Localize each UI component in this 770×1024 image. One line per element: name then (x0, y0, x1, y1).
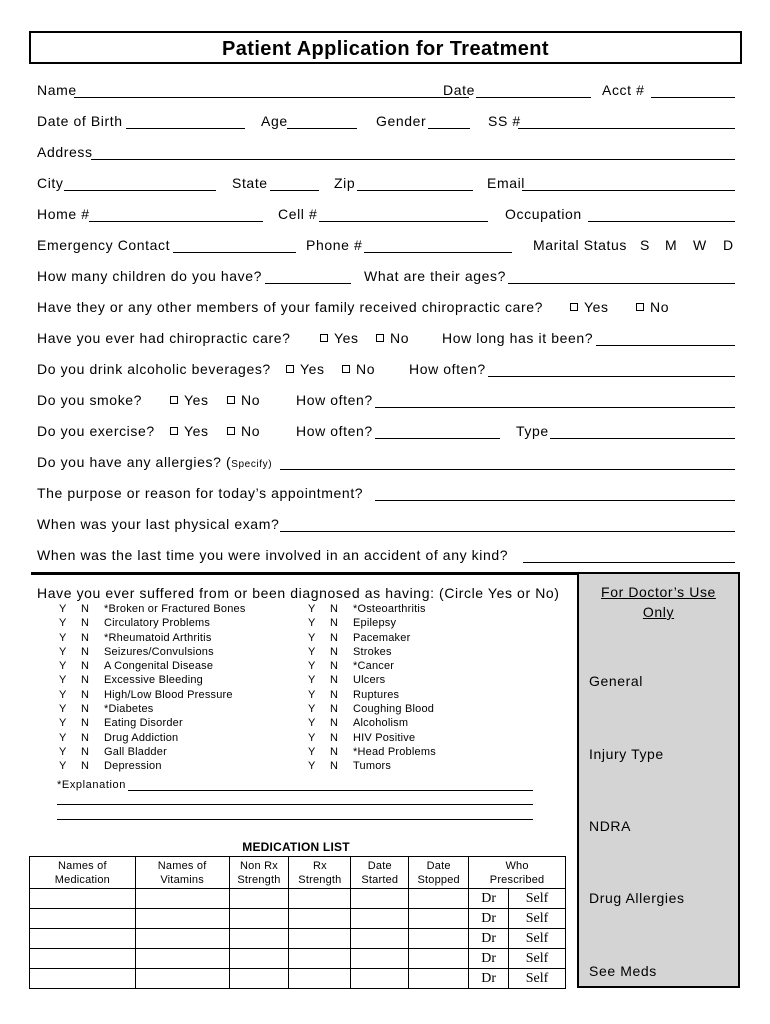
diagnosis-label: Tumors (353, 760, 392, 773)
explanation-line-1[interactable] (128, 790, 533, 791)
explanation-label: *Explanation (57, 779, 126, 791)
no-label: No (356, 361, 376, 377)
diagnosis-item (308, 688, 548, 702)
medication-cell[interactable] (409, 929, 469, 949)
yes-option[interactable]: Y (59, 617, 67, 630)
exercise-how-often-field[interactable] (375, 438, 500, 439)
purpose-field[interactable] (375, 500, 735, 501)
no-option[interactable]: N (330, 760, 339, 773)
exercise-type-field[interactable] (550, 438, 735, 439)
smoke-no[interactable] (227, 391, 260, 409)
allergies-question: Do you have any allergies? (Specify) (37, 454, 273, 470)
occupation-label: Occupation (505, 206, 582, 222)
physical-field[interactable] (280, 531, 735, 532)
diagnosis-label: Excessive Bleeding (104, 674, 203, 687)
yes-option[interactable]: Y (59, 674, 67, 687)
col-rx-strength: Rx Strength (289, 857, 351, 889)
acct-label: Acct # (602, 82, 645, 98)
row-dob (37, 112, 735, 132)
doctor-use-panel (577, 572, 740, 988)
medication-cell[interactable] (30, 909, 136, 929)
checkbox-icon[interactable] (376, 334, 384, 342)
how-long-field[interactable] (596, 345, 735, 346)
diagnosis-item (308, 616, 548, 630)
doctor-item-see-meds: See Meds (589, 963, 657, 979)
col-vitamins: Names of Vitamins (135, 857, 229, 889)
explanation-line-3[interactable] (57, 819, 533, 820)
prescribed-self-option[interactable]: Self (509, 929, 566, 949)
section-divider (31, 572, 578, 575)
row-address (37, 143, 735, 163)
diagnosis-label: Eating Disorder (104, 717, 183, 730)
diagnosis-label: Alcoholism (353, 717, 409, 730)
col-who-prescribed: Who Prescribed (469, 857, 566, 889)
yes-option[interactable]: Y (59, 731, 67, 744)
exercise-how-often: How often? (296, 423, 373, 439)
no-option[interactable]: N (81, 617, 90, 630)
occupation-field[interactable] (588, 221, 735, 222)
diagnosis-item (308, 602, 548, 616)
no-option[interactable]: N (330, 645, 339, 658)
diagnosis-label: Drug Addiction (104, 731, 179, 744)
no-option[interactable]: N (330, 660, 339, 673)
no-label: No (390, 330, 410, 346)
explanation-line-2[interactable] (57, 804, 533, 805)
no-option[interactable]: N (81, 660, 90, 673)
medication-cell[interactable] (289, 929, 351, 949)
row-exercise (37, 422, 735, 442)
yes-option[interactable]: Y (308, 688, 316, 701)
yes-option[interactable]: Y (308, 660, 316, 673)
row-name (37, 81, 735, 101)
exercise-yes[interactable] (170, 422, 209, 440)
diagnosis-label: Gall Bladder (104, 745, 167, 758)
diagnosis-label: Ruptures (353, 688, 400, 701)
diagnosis-item (308, 673, 548, 687)
family-chiro-question: Have they or any other members of your family received chiropractic care? (37, 299, 543, 315)
yes-option[interactable]: Y (308, 703, 316, 716)
yes-label: Yes (334, 330, 359, 346)
checkbox-icon[interactable] (170, 427, 178, 435)
no-option[interactable]: N (330, 688, 339, 701)
exercise-no[interactable] (227, 422, 260, 440)
diagnosis-item (308, 759, 548, 773)
alcohol-how-often-field[interactable] (488, 376, 735, 377)
medication-cell[interactable] (409, 969, 469, 989)
diagnosis-label: Strokes (353, 645, 392, 658)
diagnosis-item (59, 716, 299, 730)
alcohol-no[interactable] (342, 360, 375, 378)
row-phone (37, 205, 735, 225)
physical-question: When was your last physical exam? (37, 516, 280, 532)
doctor-item-drug-allergies: Drug Allergies (589, 890, 685, 906)
diagnosis-item (308, 716, 548, 730)
medication-cell[interactable] (409, 949, 469, 969)
prescribed-self-option[interactable]: Self (509, 909, 566, 929)
how-long-question: How long has it been? (442, 330, 594, 346)
checkbox-icon[interactable] (320, 334, 328, 342)
phone-label: Phone # (306, 237, 363, 253)
medication-cell[interactable] (135, 889, 229, 909)
no-option[interactable]: N (330, 745, 339, 758)
medication-cell[interactable] (30, 969, 136, 989)
emergency-field[interactable] (173, 252, 296, 253)
email-field[interactable] (522, 190, 735, 191)
medication-cell[interactable] (135, 969, 229, 989)
no-option[interactable]: N (330, 617, 339, 630)
ages-field[interactable] (508, 283, 735, 284)
allergies-field[interactable] (280, 469, 735, 470)
age-label: Age (261, 113, 288, 129)
family-chiro-no[interactable] (636, 298, 669, 316)
yes-option[interactable]: Y (59, 717, 67, 730)
zip-label: Zip (334, 175, 356, 191)
diagnosis-label: Coughing Blood (353, 703, 435, 716)
diagnosis-item (59, 759, 299, 773)
medication-cell[interactable] (135, 949, 229, 969)
row-had-chiro (37, 329, 735, 349)
family-chiro-yes[interactable] (570, 298, 609, 316)
diagnosis-label: *Rheumatoid Arthritis (104, 631, 212, 644)
diagnosis-label: *Head Problems (353, 745, 436, 758)
alcohol-question: Do you drink alcoholic beverages? (37, 361, 271, 377)
no-option[interactable]: N (81, 645, 90, 658)
allergies-specify: Specify) (231, 459, 273, 470)
row-allergies (37, 453, 735, 473)
yes-option[interactable]: Y (308, 717, 316, 730)
checkbox-icon[interactable] (170, 396, 178, 404)
medication-header-row (30, 857, 566, 889)
row-physical (37, 515, 735, 535)
prescribed-dr-option[interactable]: Dr (469, 969, 509, 989)
yes-label: Yes (184, 392, 209, 408)
medication-cell[interactable] (351, 889, 409, 909)
prescribed-dr-option[interactable]: Dr (469, 949, 509, 969)
ages-question: What are their ages? (364, 268, 506, 284)
row-smoke (37, 391, 735, 411)
table-row (30, 909, 566, 929)
col-medication: Names of Medication (30, 857, 136, 889)
row-emergency (37, 236, 735, 256)
medication-cell[interactable] (289, 969, 351, 989)
had-chiro-question: Have you ever had chiropractic care? (37, 330, 291, 346)
yes-option[interactable]: Y (308, 760, 316, 773)
exercise-type-label: Type (516, 423, 549, 439)
yes-option[interactable]: Y (59, 703, 67, 716)
yes-option[interactable]: Y (59, 645, 67, 658)
row-purpose (37, 484, 735, 504)
no-label: No (241, 392, 261, 408)
home-field[interactable] (89, 221, 263, 222)
prescribed-dr-option[interactable]: Dr (469, 929, 509, 949)
smoke-how-often: How often? (296, 392, 373, 408)
table-row (30, 949, 566, 969)
checkbox-icon[interactable] (342, 365, 350, 373)
medication-cell[interactable] (351, 969, 409, 989)
emergency-label: Emergency Contact (37, 237, 171, 253)
had-chiro-no[interactable] (376, 329, 409, 347)
no-option[interactable]: N (81, 703, 90, 716)
marital-option-d[interactable]: D (723, 237, 734, 253)
row-alcohol (37, 360, 735, 380)
children-question: How many children do you have? (37, 268, 263, 284)
diagnosis-item (59, 702, 299, 716)
no-label: No (650, 299, 670, 315)
no-option[interactable]: N (330, 631, 339, 644)
no-option[interactable]: N (81, 745, 90, 758)
medication-cell[interactable] (289, 889, 351, 909)
col-date-stopped: Date Stopped (409, 857, 469, 889)
smoke-how-often-field[interactable] (375, 407, 735, 408)
ss-label: SS # (488, 113, 521, 129)
email-label: Email (487, 175, 526, 191)
diagnosis-label: HIV Positive (353, 731, 416, 744)
prescribed-dr-option[interactable]: Dr (469, 909, 509, 929)
medication-cell[interactable] (351, 929, 409, 949)
yes-option[interactable]: Y (308, 603, 316, 615)
smoke-question: Do you smoke? (37, 392, 143, 408)
checkbox-icon[interactable] (570, 303, 578, 311)
col-date-started: Date Started (351, 857, 409, 889)
row-accident (37, 546, 735, 566)
dob-label: Date of Birth (37, 113, 123, 129)
diagnosis-label: High/Low Blood Pressure (104, 688, 233, 701)
accident-question: When was the last time you were involved in an accident of any kind? (37, 547, 509, 563)
doctor-use-heading: For Doctor’s Use Only (601, 584, 716, 620)
diagnosis-item (308, 659, 548, 673)
doctor-item-general: General (589, 673, 644, 689)
diagnosis-list-left (59, 602, 299, 774)
no-option[interactable]: N (81, 603, 90, 615)
purpose-question: The purpose or reason for today’s appointment? (37, 485, 364, 501)
yes-label: Yes (300, 361, 325, 377)
no-option[interactable]: N (81, 674, 90, 687)
medication-list-title: MEDICATION LIST (242, 840, 350, 854)
diagnosis-label: *Diabetes (104, 703, 154, 716)
marital-label: Marital Status (533, 237, 627, 253)
no-option[interactable]: N (81, 631, 90, 644)
name-label: Name (37, 82, 77, 98)
address-field[interactable] (91, 159, 735, 160)
checkbox-icon[interactable] (227, 396, 235, 404)
table-row (30, 929, 566, 949)
diagnosis-item (59, 673, 299, 687)
city-label: City (37, 175, 64, 191)
yes-label: Yes (584, 299, 609, 315)
yes-label: Yes (184, 423, 209, 439)
row-children (37, 267, 735, 287)
date-field[interactable] (476, 97, 591, 98)
table-row (30, 969, 566, 989)
home-label: Home # (37, 206, 90, 222)
name-field[interactable] (74, 97, 469, 98)
yes-option[interactable]: Y (59, 745, 67, 758)
diagnosis-item (59, 659, 299, 673)
children-field[interactable] (265, 283, 351, 284)
marital-option-s[interactable]: S (640, 237, 650, 253)
medication-cell[interactable] (229, 949, 289, 969)
medication-cell[interactable] (409, 889, 469, 909)
diagnosis-label: Seizures/Convulsions (104, 645, 214, 658)
gender-label: Gender (376, 113, 427, 129)
cell-field[interactable] (319, 221, 488, 222)
accident-field[interactable] (523, 562, 735, 563)
no-option[interactable]: N (330, 703, 339, 716)
ss-field[interactable] (518, 128, 735, 129)
yes-option[interactable]: Y (59, 603, 67, 615)
diagnosis-item (308, 745, 548, 759)
diagnosis-item (308, 631, 548, 645)
prescribed-self-option[interactable]: Self (509, 969, 566, 989)
checkbox-icon[interactable] (227, 427, 235, 435)
medication-cell[interactable] (351, 949, 409, 969)
diagnosis-label: *Osteoarthritis (353, 603, 426, 615)
exercise-question: Do you exercise? (37, 423, 155, 439)
medication-cell[interactable] (229, 909, 289, 929)
diagnosis-label: Epilepsy (353, 617, 397, 630)
no-option[interactable]: N (81, 717, 90, 730)
prescribed-self-option[interactable]: Self (509, 949, 566, 969)
medication-cell[interactable] (135, 929, 229, 949)
medication-cell[interactable] (30, 929, 136, 949)
medication-cell[interactable] (229, 889, 289, 909)
diagnosis-item (59, 745, 299, 759)
yes-option[interactable]: Y (308, 731, 316, 744)
medication-cell[interactable] (30, 889, 136, 909)
yes-option[interactable]: Y (308, 674, 316, 687)
no-option[interactable]: N (330, 717, 339, 730)
checkbox-icon[interactable] (636, 303, 644, 311)
row-family-chiro (37, 298, 735, 318)
had-chiro-yes[interactable] (320, 329, 359, 347)
phone-field[interactable] (364, 252, 512, 253)
page-title: Patient Application for Treatment (222, 38, 549, 60)
diagnosis-item (59, 645, 299, 659)
medication-cell[interactable] (351, 909, 409, 929)
diagnosis-item (59, 616, 299, 630)
no-label: No (241, 423, 261, 439)
diagnosis-item (59, 602, 299, 616)
address-label: Address (37, 144, 93, 160)
no-option[interactable]: N (330, 603, 339, 615)
diagnosis-item (308, 731, 548, 745)
marital-option-w[interactable]: W (693, 237, 707, 253)
medication-table (29, 856, 566, 989)
form-title-box (29, 31, 742, 64)
diagnosis-list-right (308, 602, 548, 774)
yes-option[interactable]: Y (59, 688, 67, 701)
medication-cell[interactable] (229, 969, 289, 989)
no-option[interactable]: N (81, 688, 90, 701)
diagnosis-label: Circulatory Problems (104, 617, 211, 630)
diagnosis-item (59, 731, 299, 745)
smoke-yes[interactable] (170, 391, 209, 409)
alcohol-yes[interactable] (286, 360, 325, 378)
diagnosis-item (59, 631, 299, 645)
acct-field[interactable] (651, 97, 735, 98)
medication-cell[interactable] (409, 909, 469, 929)
prescribed-dr-option[interactable]: Dr (469, 889, 509, 909)
diagnosis-item (308, 702, 548, 716)
age-field[interactable] (287, 128, 357, 129)
cell-label: Cell # (278, 206, 318, 222)
diagnosis-heading: Have you ever suffered from or been diagnosed as having: (Circle Yes or No) (37, 585, 560, 601)
doctor-item-ndra: NDRA (589, 818, 632, 834)
state-label: State (232, 175, 268, 191)
table-row (30, 889, 566, 909)
yes-option[interactable]: Y (308, 745, 316, 758)
no-option[interactable]: N (81, 731, 90, 744)
gender-field[interactable] (428, 128, 470, 129)
medication-cell[interactable] (289, 909, 351, 929)
yes-option[interactable]: Y (59, 631, 67, 644)
yes-option[interactable]: Y (308, 631, 316, 644)
yes-option[interactable]: Y (308, 645, 316, 658)
diagnosis-label: A Congenital Disease (104, 660, 214, 673)
medication-cell[interactable] (289, 949, 351, 969)
prescribed-self-option[interactable]: Self (509, 889, 566, 909)
diagnosis-label: *Cancer (353, 660, 395, 673)
yes-option[interactable]: Y (308, 617, 316, 630)
state-field[interactable] (270, 190, 319, 191)
yes-option[interactable]: Y (59, 660, 67, 673)
diagnosis-label: *Broken or Fractured Bones (104, 603, 246, 615)
date-label: Date (443, 82, 475, 98)
yes-option[interactable]: Y (59, 760, 67, 773)
marital-option-m[interactable]: M (665, 237, 678, 253)
city-field[interactable] (64, 190, 216, 191)
medication-cell[interactable] (30, 949, 136, 969)
diagnosis-label: Ulcers (353, 674, 386, 687)
medication-cell[interactable] (229, 929, 289, 949)
zip-field[interactable] (357, 190, 473, 191)
row-city (37, 174, 735, 194)
dob-field[interactable] (126, 128, 245, 129)
col-nonrx-strength: Non Rx Strength (229, 857, 289, 889)
doctor-item-injury-type: Injury Type (589, 746, 664, 762)
diagnosis-label: Pacemaker (353, 631, 411, 644)
no-option[interactable]: N (330, 731, 339, 744)
checkbox-icon[interactable] (286, 365, 294, 373)
diagnosis-item (59, 688, 299, 702)
diagnosis-item (308, 645, 548, 659)
medication-cell[interactable] (135, 909, 229, 929)
no-option[interactable]: N (81, 760, 90, 773)
alcohol-how-often: How often? (409, 361, 486, 377)
no-option[interactable]: N (330, 674, 339, 687)
diagnosis-label: Depression (104, 760, 162, 773)
